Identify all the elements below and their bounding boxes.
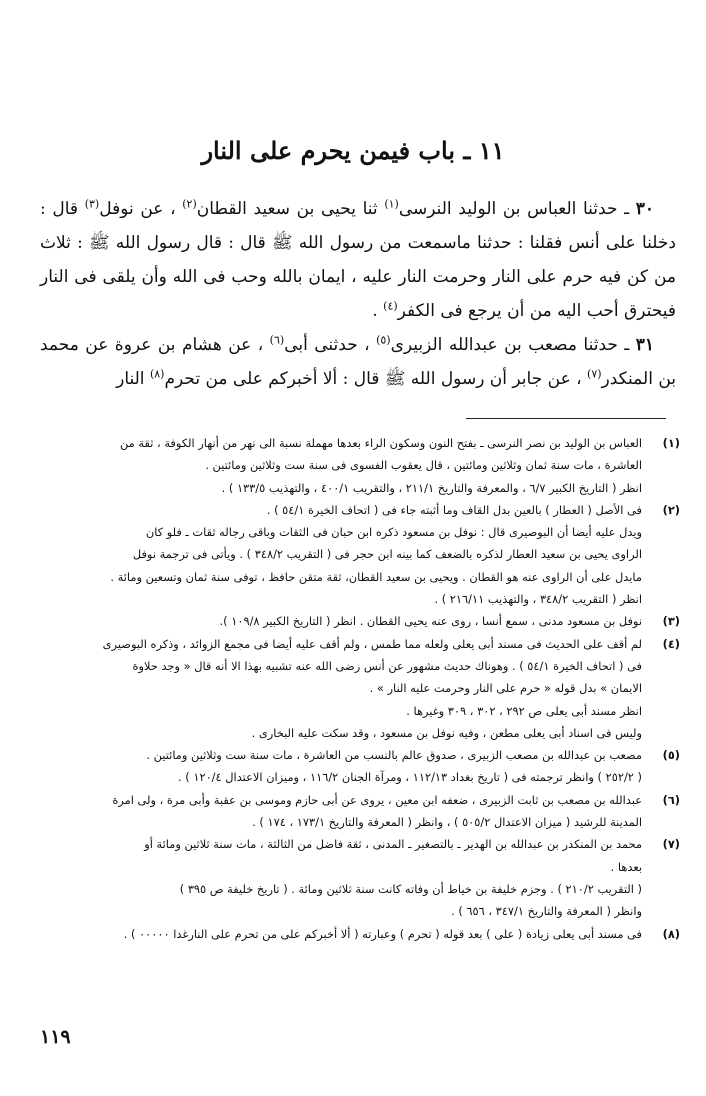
footnote-line: نوفل بن مسعود مدنى ، سمع أنسا ، روى عنه يحيى القطان . انظر ( التاريخ الكبير ١٠٩/٨ ). <box>219 614 642 629</box>
hadith-number: ٣١ <box>635 335 654 355</box>
footnote-8 <box>40 923 680 945</box>
hadith-text: ـ حدثنا العباس بن الوليد النرسى <box>398 199 636 219</box>
footnote-line: وليس فى اسناد أبى يعلى مطعن ، وفيه نوفل بن مسعود ، وقد سكت عليه البخارى . <box>251 725 642 740</box>
footnote-number: (٧) <box>662 837 680 852</box>
footnote-number: (٢) <box>662 502 680 517</box>
footnote-number: (٤) <box>662 636 680 651</box>
footnote-ref: (٤) <box>383 299 398 313</box>
hadith-text: قال : دخلنا على أنس فقلنا : حدثنا ماسمعت من رسول الله ﷺ قال : قال رسول الله ﷺ : ثلاث من كن فيه حرم على النار وحرمت النار عليه ، ايمان بالله وحب فى الله وأن يلقى فى النار فيحترق أحب اليه من أن يرجع فى الكفر <box>40 199 676 321</box>
hadith-text: . <box>372 301 384 321</box>
footnote-1 <box>40 432 680 499</box>
footnote-line: ( التقريب ٢١٠/٢ ) . وجزم خليفة بن خياط أن وفاته كانت سنة ثلاثين ومائة . ( تاريخ خليفة ص ٣٩٥ ) <box>179 881 642 896</box>
footnote-line: عبدالله بن مصعب بن ثابت الزبيرى ، ضعفه ابن معين ، يروى عن أبى حازم وموسى بن عقبة وأبى مرة ، ولى امرة <box>112 792 642 807</box>
hadith-text: ، عن نوفل <box>99 199 183 219</box>
footnote-number: (٥) <box>662 748 680 763</box>
hadith-text: ، حدثنى أبى <box>284 335 377 355</box>
footnote-line: انظر ( التقريب ٣٤٨/٢ ، والتهذيب ٢١٦/١١ ) . <box>434 592 642 607</box>
footnote-line: فى الأصل ( العطار ) بالعين بدل القاف وما أثبته جاء فى ( اتحاف الخيرة ٥٤/١ ) . <box>266 502 642 517</box>
footnote-line: لم أقف على الحديث فى مسند أبى يعلى ولعله مما طمس ، ولم أقف عليه أيضا فى مجمع الزوائد ، وذكره البوصيرى <box>102 636 642 651</box>
hadith-text: النار <box>116 369 150 389</box>
footnote-5 <box>40 744 680 789</box>
footnote-line: الراوى يحيى بن سعيد العطار لذكره بالضعف كما بينه ابن حجر فى ( التقريب ٣٤٨/٢ ) . ويأتى فى ترجمة نوفل <box>132 547 642 562</box>
footnote-number: (١) <box>662 436 680 450</box>
footnote-line: ويدل عليه أيضا أن البوصيرى قال : نوفل بن مسعود ذكره ابن حبان فى الثقات وباقى رجاله ثقات ـ فلو كان <box>145 525 642 540</box>
footnote-ref: (٣) <box>84 197 100 211</box>
footnote-number: (٦) <box>662 792 680 807</box>
footnote-line: انظر مسند أبى يعلى ص ٢٩٢ ، ٣٠٢ ، ٣٠٩ وغيرها . <box>406 703 642 718</box>
hadith-30 <box>40 192 676 328</box>
footnote-line: محمد بن المنكدر بن عبدالله بن الهدير ـ بالتصغير ـ المدنى ، ثقة فاضل من الثالثة ، مات سنة ثلاثين ومائة أو <box>144 837 642 852</box>
footnote-line: وانظر ( المعرفة والتاريخ ٣٤٧/١ ، ٦٥٦ ) . <box>451 904 642 919</box>
footnote-line: انظر ( التاريخ الكبير ٦/٧ ، والمعرفة والتاريخ ٢١١/١ ، والتقريب ٤٠٠/١ ، والتهذيب ١٣٣/٥ ) . <box>221 480 642 495</box>
footnote-line: العباس بن الوليد بن نصر النرسى ـ بفتح النون وسكون الراء بعدها مهملة نسبة الى نهر من أنهار الكوفة ، ثقة من <box>119 436 642 450</box>
chapter-title: ١١ ـ باب فيمن يحرم على النار <box>201 136 505 165</box>
footnote-ref: (٨) <box>149 367 165 381</box>
hadith-text: ، عن هشام بن عروة عن محمد بن المنكدر <box>40 335 676 389</box>
footnote-ref: (٦) <box>269 333 285 347</box>
footnote-4 <box>40 633 680 744</box>
hadith-text: ، عن جابر أن رسول الله ﷺ قال : ألا أخبركم على من تحرم <box>164 369 588 389</box>
footnote-ref: (١) <box>384 197 399 211</box>
footnote-line: المدينة للرشيد ( ميزان الاعتدال ٥٠٥/٢ ) ، وانظر ( المعرفة والتاريخ ١٧٣/١ ، ١٧٤ ) . <box>252 815 642 830</box>
footnote-line: مايدل على أن الراوى عنه هو القطان . ويحيى بن سعيد القطان، ثقة متقن حافظ ، توفى سنة ثمان وتسعين ومائة . <box>110 569 642 584</box>
footnote-line: مصعب بن عبدالله بن مصعب الزبيرى ، صدوق عالم بالنسب من العاشرة ، مات سنة ست وثلاثين ومائتين . <box>146 748 642 763</box>
footnote-ref: (٢) <box>182 197 197 211</box>
footnote-2 <box>40 499 680 610</box>
footnote-line: العاشرة ، مات سنة ثمان وثلاثين ومائتين ، قال يعقوب الفسوى فى سنة ست وثلاثين ومائتين . <box>205 458 642 473</box>
footnote-line: ( ٢٥٢/٢ ) وانظر ترجمته فى ( تاريخ بغداد ١١٢/١٣ ، ومرآة الجنان ١١٦/٢ ، وميزان الاعتدال ١٢٠/٤ ) . <box>178 770 642 785</box>
hadith-number: ٣٠ <box>635 199 654 219</box>
footnote-3 <box>40 610 680 632</box>
hadith-text: ـ حدثنا مصعب بن عبدالله الزبيرى <box>390 335 636 355</box>
hadith-31 <box>40 328 676 396</box>
page-number: ١١٩ <box>40 1026 71 1048</box>
footnote-divider <box>466 418 666 419</box>
footnote-ref: (٧) <box>587 367 602 381</box>
footnote-line: فى مسند أبى يعلى زيادة ( على ) بعد قوله ( تحرم ) وعبارته ( ألا أخبركم على من تحرم على النارغدا ٠٠٠٠٠ ) . <box>123 926 642 941</box>
footnote-7 <box>40 833 680 922</box>
footnote-line: بعدها . <box>610 859 642 874</box>
footnote-line: فى ( اتحاف الخيرة ٥٤/١ ) . وهوناك حديث مشهور عن أنس رضى الله عنه تشبيه بهذا الا أنه قال « وجد حلاوة <box>132 658 642 673</box>
footnote-number: (٣) <box>662 614 680 629</box>
footnote-number: (٨) <box>662 926 680 941</box>
footnote-ref: (٥) <box>376 333 391 347</box>
footnote-6 <box>40 789 680 834</box>
hadith-text: ثنا يحيى بن سعيد القطان <box>196 199 385 219</box>
footnote-line: الايمان » بدل قوله « حرم على النار وحرمت عليه النار » . <box>369 681 642 696</box>
footnotes-section <box>40 432 680 945</box>
main-text <box>40 192 676 396</box>
